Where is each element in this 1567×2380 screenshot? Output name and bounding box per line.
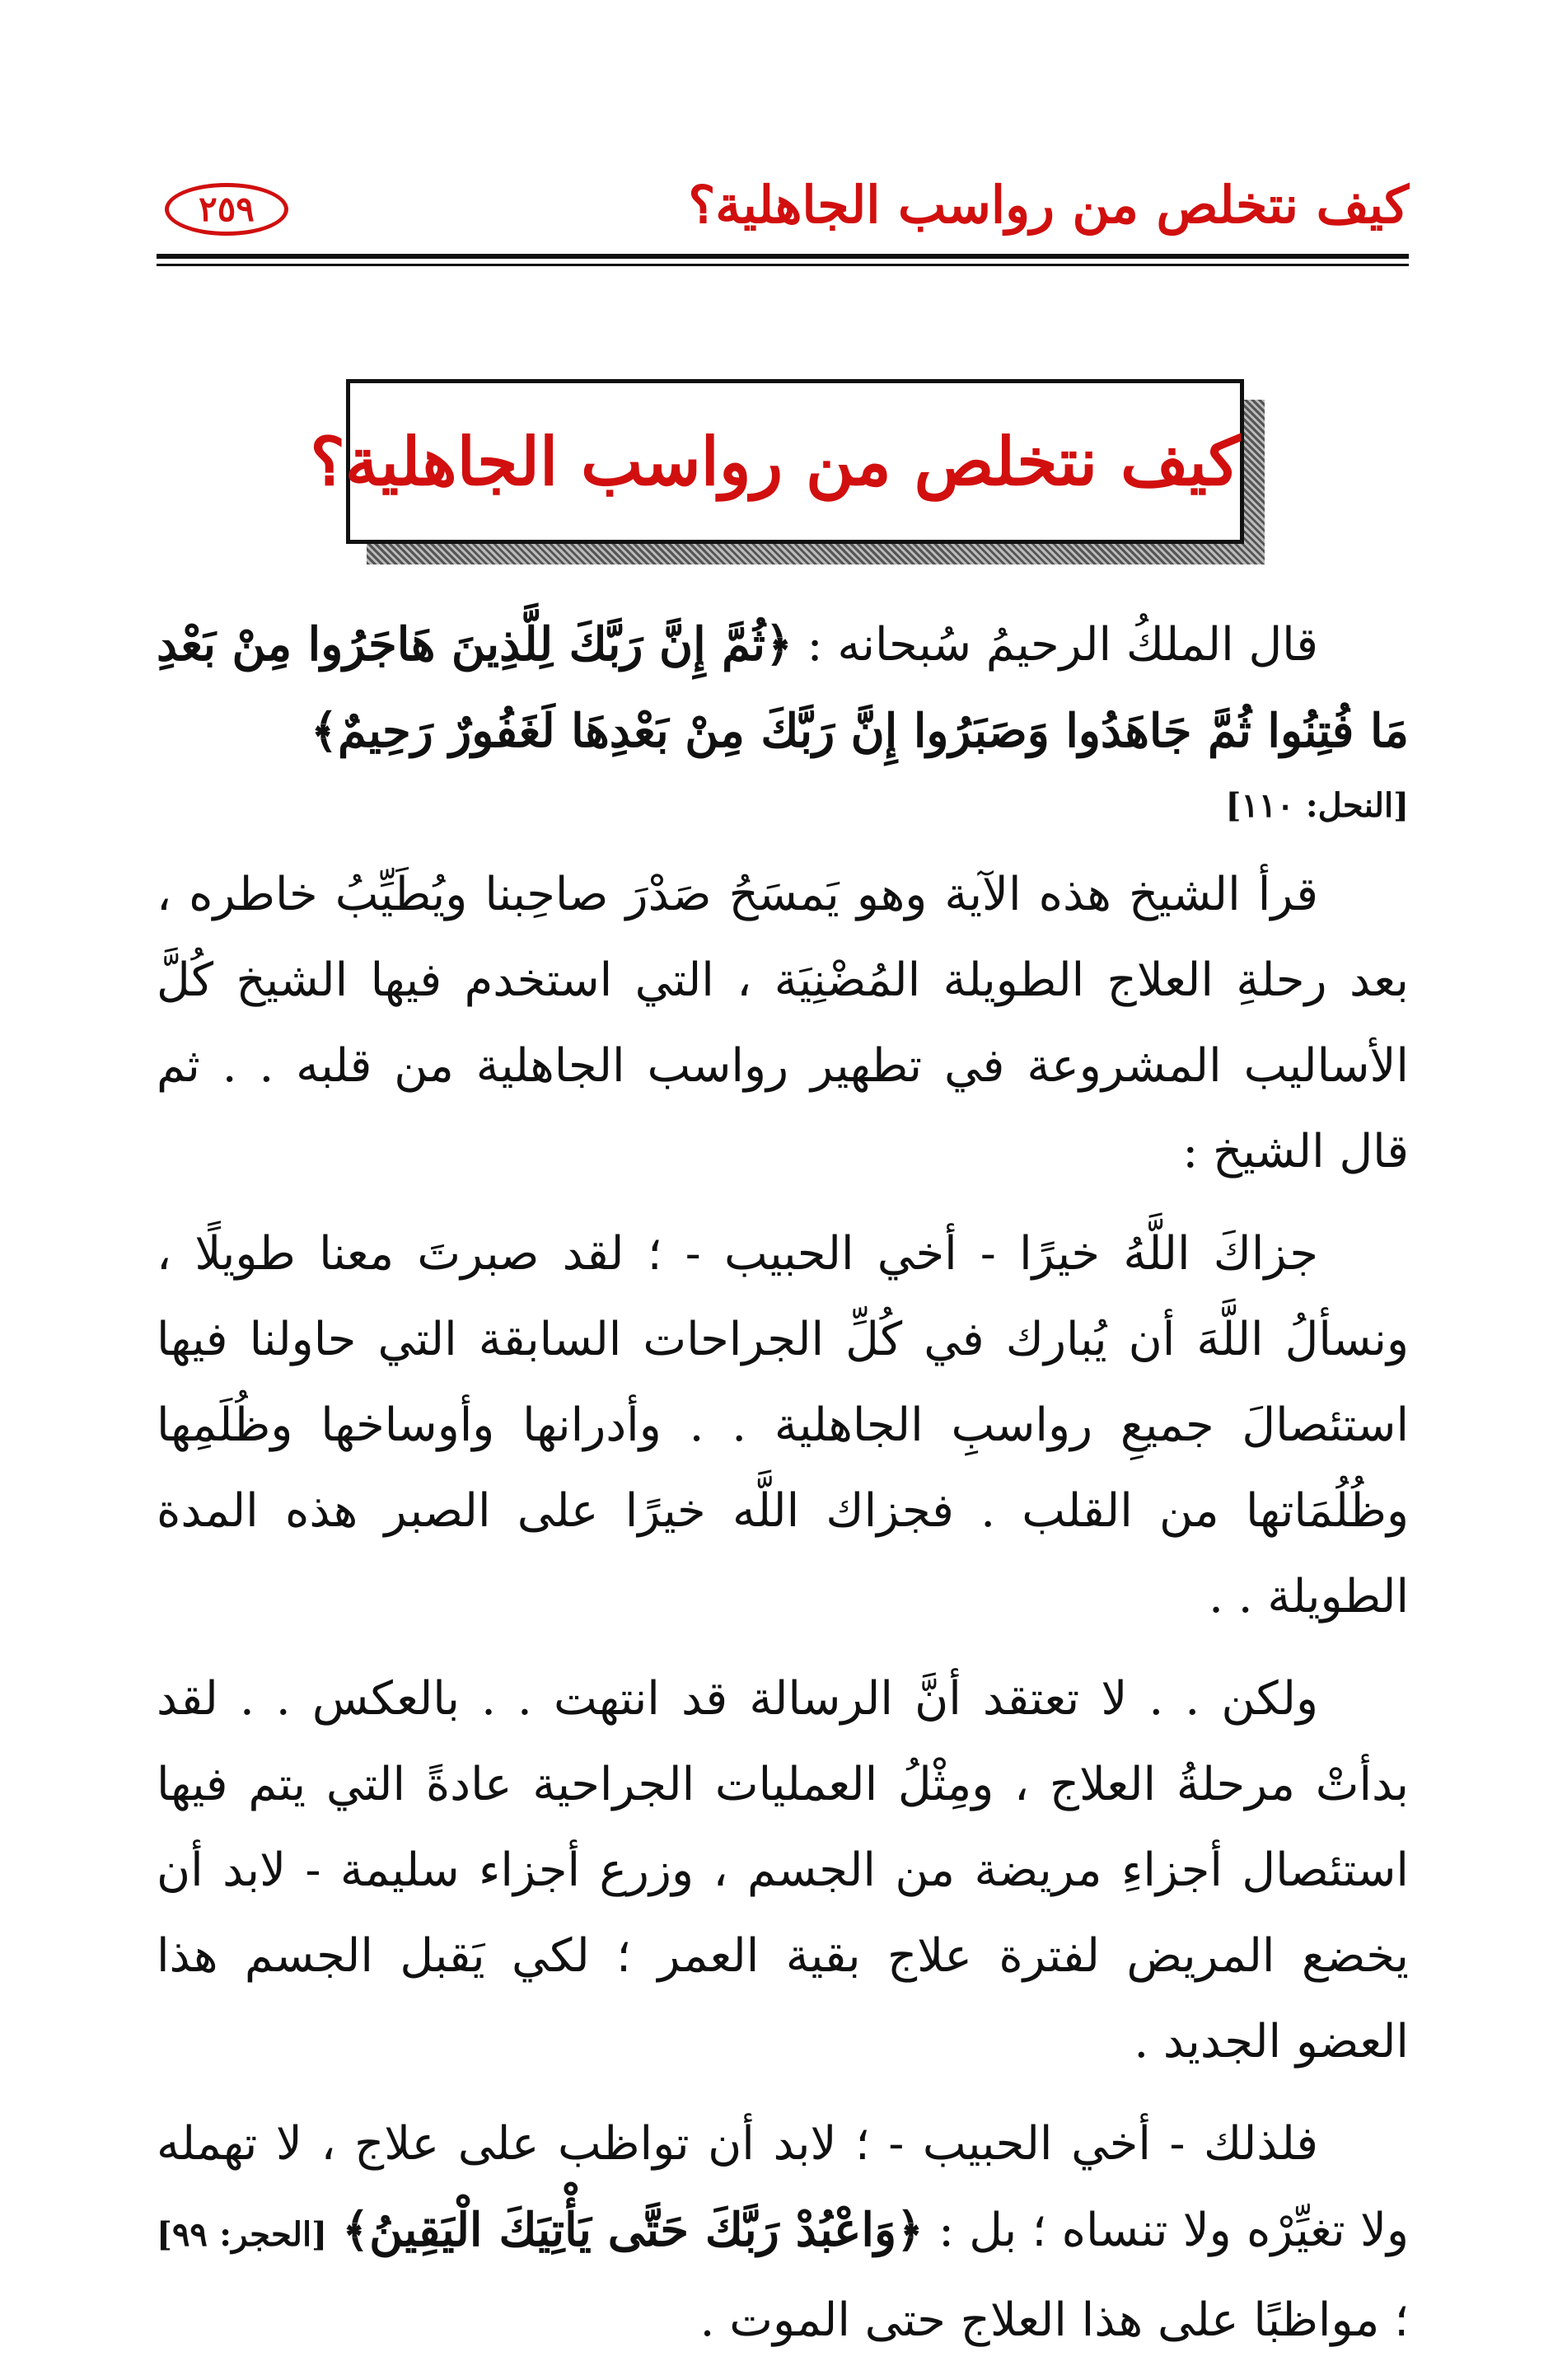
page-number: ٢٥٩ [165,183,288,236]
paragraph-5-after: ؛ مواظبًا على هذا العلاج حتى الموت . [699,2293,1409,2347]
body-text [157,602,1409,2380]
quran-brace-close: ﴾ [342,2203,370,2257]
verse-reference-hijr: [الحجر: ٩٩] [157,2215,328,2254]
quran-brace-open: ﴿ [896,2203,924,2257]
paragraph-5 [157,2101,1409,2364]
quran-brace-open: ﴿ [765,617,793,672]
verse-reference-nahl: [النحل: ١١٠] [1225,786,1409,825]
page-header [157,165,1409,255]
header-rule-thin [157,264,1409,266]
quran-verse-hijr: وَاعْبُدْ رَبَّكَ حَتَّى يَأْتِيَكَ الْيَقِينُ [369,2203,897,2257]
paragraph-4: ولكن . . لا تعتقد أنَّ الرسالة قد انتهت . . بالعكس . . لقد بدأتْ مرحلةُ العلاج ، ومِثْلُ العمليات الجراحية عادةً التي يتم فيها استئصال أجزاءِ مريضة من الجسم ، وزرع أجزاء سليمة - لابد أن يخضع المريض لفترة علاج بقية العمر ؛ لكي يَقبل الجسم هذا العضو الجديد . [157,1672,1409,2068]
running-title: كيف نتخلص من رواسب الجاهلية؟ [688,175,1409,235]
paragraph-3: جزاكَ اللَّهُ خيرًا - أخي الحبيب - ؛ لقد صبرتَ معنا طويلًا ، ونسألُ اللَّهَ أن يُبارك في كُلِّ الجراحات السابقة التي حاولنا فيها استئصالَ جميعِ رواسبِ الجاهلية . . وأدرانها وأوساخها وظُلَمِها وظُلُمَاتها من القلب . فجزاك اللَّه خيرًا على الصبر هذه المدة الطويلة . . [157,1227,1409,1623]
quran-verse-nahl: ثُمَّ إِنَّ رَبَّكَ لِلَّذِينَ هَاجَرُوا مِنْ بَعْدِ مَا فُتِنُوا ثُمَّ جَاهَدُوا وَصَبَرُوا إِنَّ رَبَّكَ مِنْ بَعْدِهَا لَغَفُورٌ رَحِيمٌ [157,617,1409,758]
chapter-title-box [310,379,1244,544]
paragraph-2: قرأ الشيخ هذه الآية وهو يَمسَحُ صَدْرَ صاحِبنا ويُطَيِّبُ خاطره ، بعد رحلةِ العلاج الطويلة المُضْنِيَة ، التي استخدم فيها الشيخ كُلَّ الأساليب المشروعة في تطهير رواسب الجاهلية من قلبه . . ثم قال الشيخ : [157,868,1409,1178]
paragraph-1 [157,602,1409,775]
chapter-title: كيف نتخلص من رواسب الجاهلية؟ [310,423,1240,500]
quran-brace-close: ﴾ [311,704,338,758]
paragraph-1-intro: قال الملكُ الرحيمُ سُبحانه : [807,618,1319,672]
header-rule [157,254,1409,259]
paragraph-5-before: فلذلك - أخي الحبيب - ؛ لابد أن تواظب على علاج ، لا تهمله ولا تغيِّرْه ولا تنساه ؛ بل : [157,2117,1409,2257]
